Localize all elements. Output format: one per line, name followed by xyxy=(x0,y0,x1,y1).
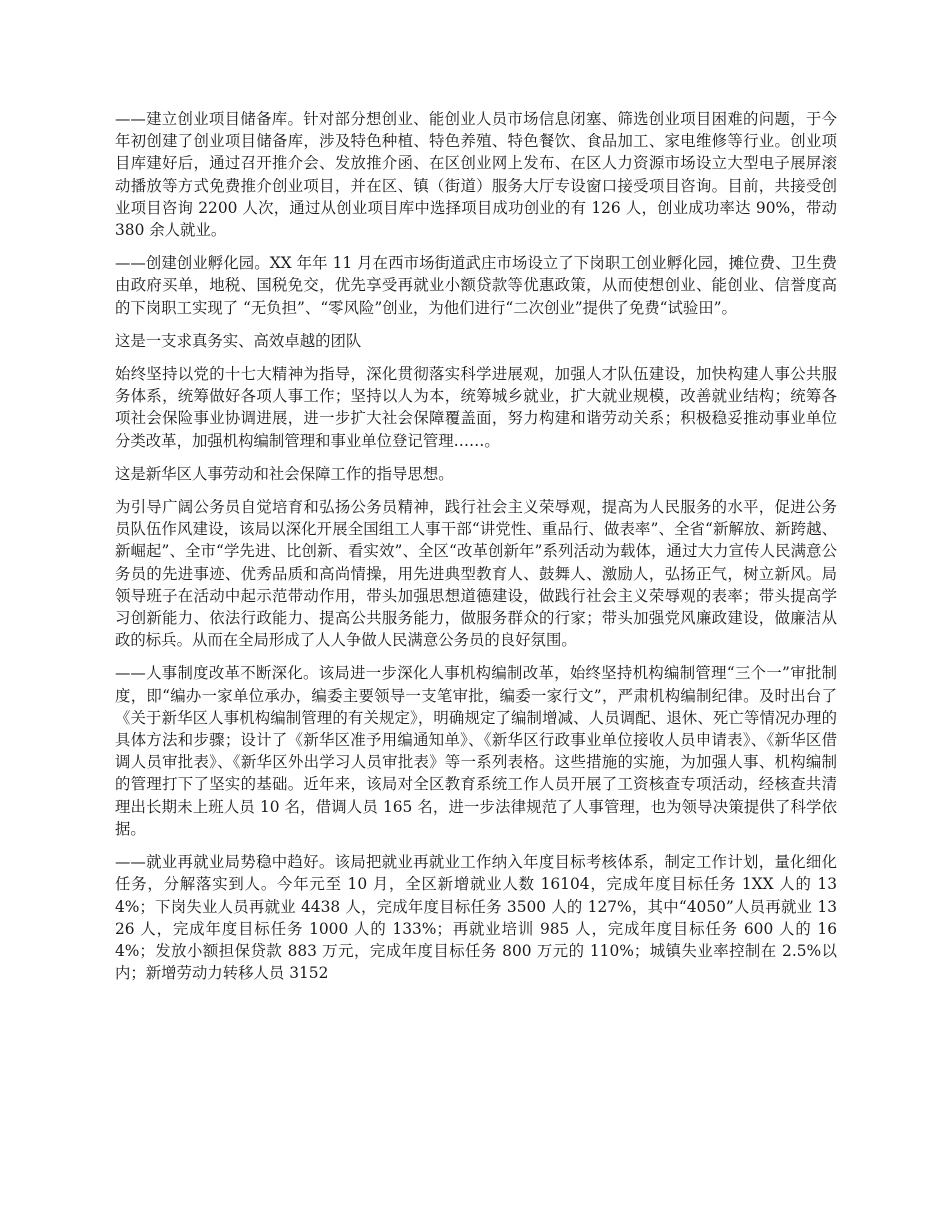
document-body xyxy=(115,108,837,995)
paragraph-project-reserve: ——建立创业项目储备库。针对部分想创业、能创业人员市场信息闭塞、筛选创业项目困难的问题，于今年初创建了创业项目储备库，涉及特色种植、特色养殖、特色餐饮、食品加工、家电维修等行业。创业项目库建好后，通过召开推介会、发放推介函、在区创业网上发布、在区人力资源市场设立大型电子展屏滚动播放等方式免费推介创业项目，并在区、镇（街道）服务大厅专设窗口接受项目咨询。目前，共接受创业项目咨询 2200 人次，通过从创业项目库中选择项目成功创业的有 126 人，创业成功率达 90%，带动 380 余人就业。 xyxy=(115,110,837,240)
paragraph-guiding-principles: 始终坚持以党的十七大精神为指导，深化贯彻落实科学进展观，加强人才队伍建设，加快构建人事公共服务体系，统筹做好各项人事工作；坚持以人为本，统筹城乡就业，扩大就业规模，改善就业结构；统筹各项社会保险事业协调进展，进一步扩大社会保障覆盖面，努力构建和谐劳动关系；积极稳妥推动事业单位分类改革，加强机构编制管理和事业单位登记管理……。 xyxy=(115,365,837,450)
paragraph-personnel-reform: ——人事制度改革不断深化。该局进一步深化人事机构编制改革，始终坚持机构编制管理“三个一”审批制度，即“编办一家单位承办，编委主要领导一支笔审批，编委一家行文”，严肃机构编制纪律。及时出台了《关于新华区人事机构编制管理的有关规定》，明确规定了编制增减、人员调配、退休、死亡等情况办理的具体方法和步骤；设计了《新华区准予用编通知单》、《新华区行政事业单位接收人员申请表》、《新华区借调人员审批表》、《新华区外出学习人员审批表》等一系列表格。这些措施的实施，为加强人事、机构编制的管理打下了坚实的基础。近年来，该局对全区教育系统工作人员开展了工资核查专项活动，经核查共清理出长期未上班人员 10 名，借调人员 165 名，进一步法律规范了人事管理，也为领导决策提供了科学依据。 xyxy=(115,664,837,838)
paragraph-civil-servant-spirit: 为引导广阔公务员自觉培育和弘扬公务员精神，践行社会主义荣辱观，提高为人民服务的水平，促进公务员队伍作风建设，该局以深化开展全国组工人事干部“讲党性、重品行、做表率”、全省“新解放、新跨越、新崛起”、全市“学先进、比创新、看实效”、全区“改革创新年”系列活动为载体，通过大力宣传人民满意公务员的先进事迹、优秀品质和高尚情操，用先进典型教育人、鼓舞人、激励人，弘扬正气，树立新风。局领导班子在活动中起示范带动作用，带头加强思想道德建设，做践行社会主义荣辱观的表率；带头提高学习创新能力、依法行政能力、提高公共服务能力，做服务群众的行家；带头加强党风廉政建设，做廉洁从政的标兵。从而在全局形成了人人争做人民满意公务员的良好氛围。 xyxy=(115,498,837,650)
paragraph-team-heading: 这是一支求真务实、高效卓越的团队 xyxy=(115,331,362,350)
paragraph-employment: ——就业再就业局势稳中趋好。该局把就业再就业工作纳入年度目标考核体系，制定工作计划，量化细化任务，分解落实到人。今年元至 10 月，全区新增就业人数 16104，完成年度目标任务 1XX 人的 134%；下岗失业人员再就业 4438 人，完成年度目标任务 3500 人的 127%，其中“4050”人员再就业 1326 人，完成年度目标任务 1000 人的 133%；再就业培训 985 人，完成年度目标任务 600 人的 164%；发放小额担保贷款 883 万元，完成年度目标任务 800 万元的 110%；城镇失业率控制在 2.5%以内；新增劳动力转移人员 3152 xyxy=(115,853,837,983)
paragraph-incubator: ——创建创业孵化园。XX 年年 11 月在西市场街道武庄市场设立了下岗职工创业孵化园，摊位费、卫生费由政府买单，地税、国税免交，优先享受再就业小额贷款等优惠政策，从而使想创业、能创业、信誉度高的下岗职工实现了 “无负担”、“零风险”创业，为他们进行“二次创业”提供了免费“试验田”。 xyxy=(115,254,837,317)
paragraph-guiding-thought: 这是新华区人事劳动和社会保障工作的指导思想。 xyxy=(115,464,454,483)
